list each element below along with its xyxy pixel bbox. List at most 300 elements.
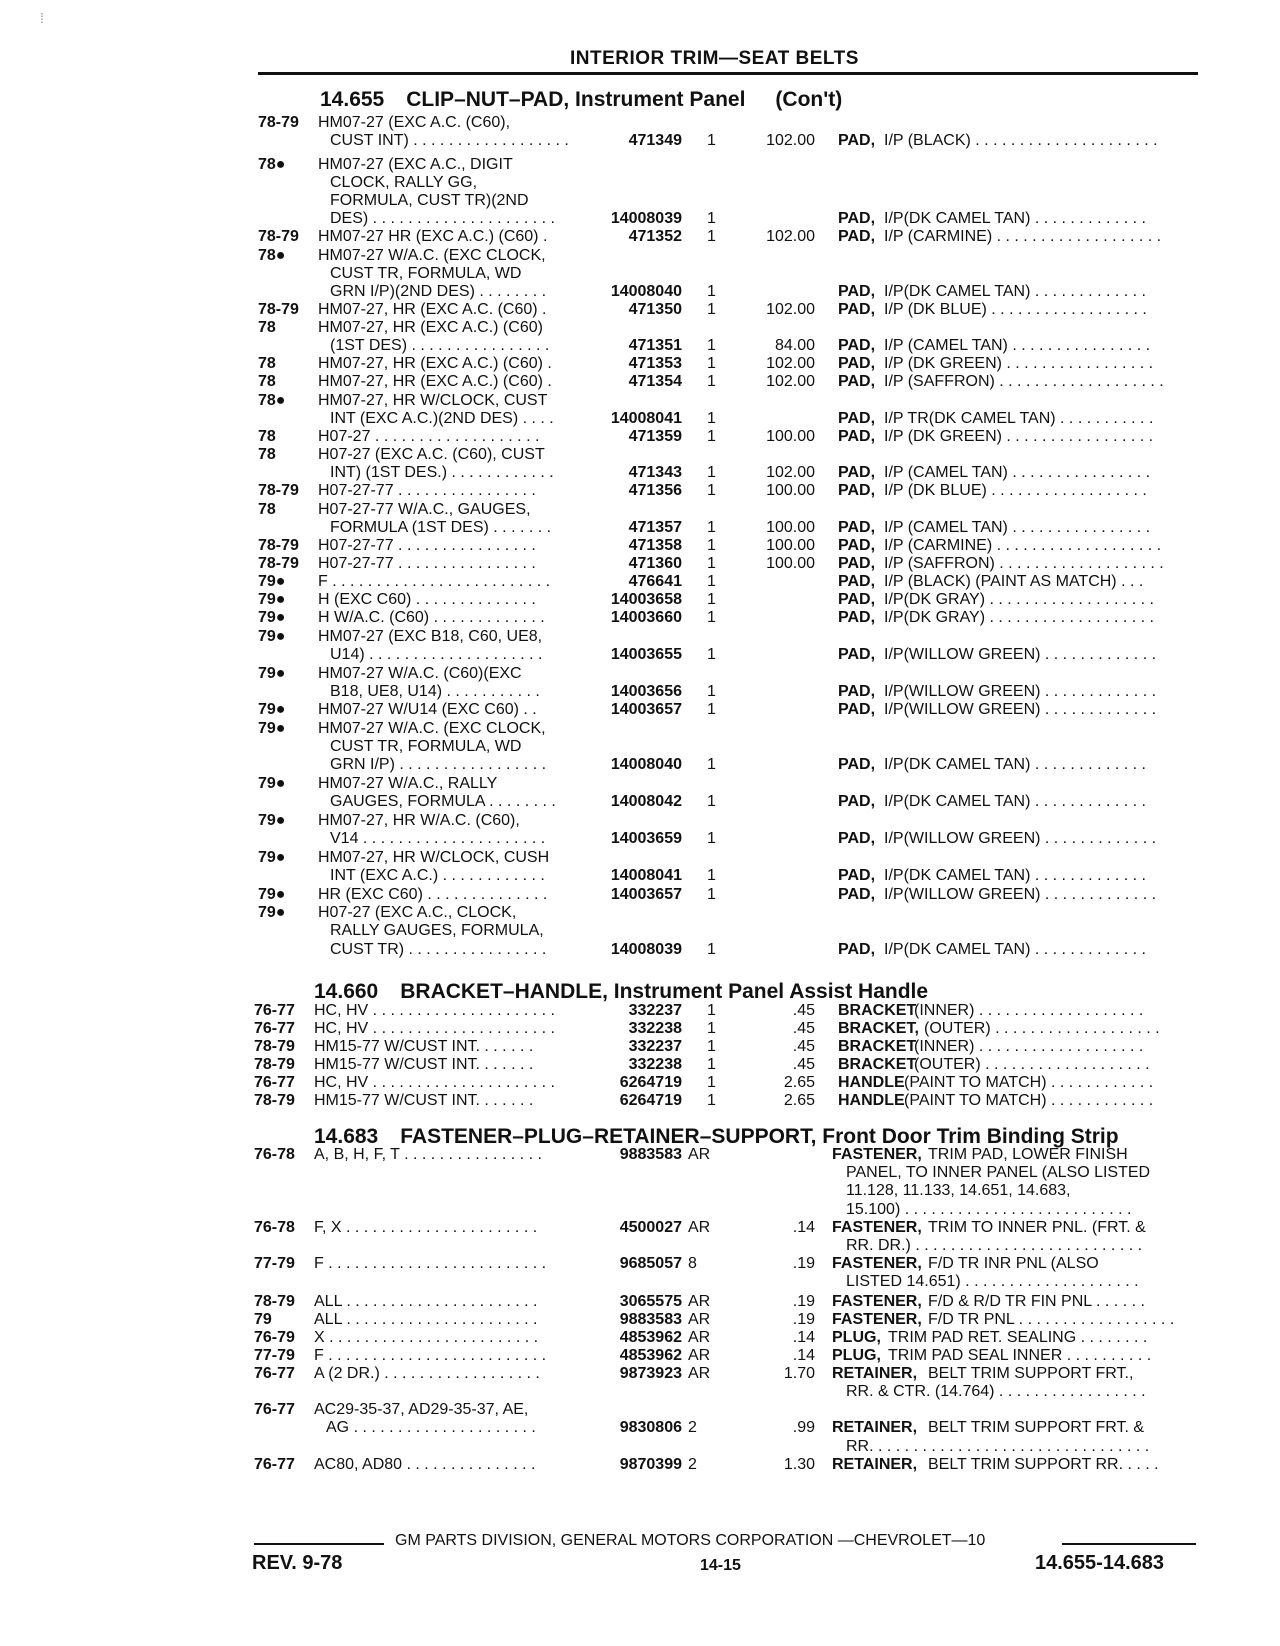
part-name: PAD, bbox=[838, 373, 876, 390]
quantity: 1 bbox=[707, 210, 716, 227]
part-description: I/P (CAMEL TAN) . . . . . . . . . . . . . . . . bbox=[884, 464, 1151, 481]
application: H07-27-77 . . . . . . . . . . . . . . . . bbox=[318, 555, 536, 572]
application: INT) (1ST DES.) . . . . . . . . . . . . bbox=[330, 464, 554, 481]
application: HM07-27 (EXC B18, C60, UE8, bbox=[318, 628, 543, 645]
application: HM07-27, HR W/A.C. (C60), bbox=[318, 812, 520, 829]
footer-rule bbox=[254, 1543, 384, 1545]
model-year: 79● bbox=[258, 628, 286, 645]
quantity: 1 bbox=[707, 591, 716, 608]
part-name: PAD, bbox=[838, 573, 876, 590]
footer-rule bbox=[1062, 1543, 1196, 1545]
quantity: 1 bbox=[707, 1002, 716, 1019]
table-row bbox=[0, 264, 1280, 283]
part-name: PAD, bbox=[838, 428, 876, 445]
table-row bbox=[0, 572, 1280, 591]
model-year: 79● bbox=[258, 849, 286, 866]
part-name: BRACKET, bbox=[838, 1020, 919, 1037]
model-year: 78● bbox=[258, 392, 286, 409]
part-number: 9685057 bbox=[619, 1255, 682, 1272]
model-year: 78-79 bbox=[258, 301, 299, 318]
part-name: RETAINER, bbox=[832, 1456, 918, 1473]
table-row bbox=[0, 427, 1280, 446]
application: HM07-27 HR (EXC A.C.) (C60) . bbox=[318, 228, 548, 245]
part-name: FASTENER, bbox=[832, 1146, 922, 1163]
table-row bbox=[0, 866, 1280, 885]
section-title: CLIP–NUT–PAD, bbox=[406, 88, 570, 111]
application: HM07-27, HR (EXC A.C.) (C60) bbox=[318, 319, 543, 336]
quantity: 1 bbox=[707, 519, 716, 536]
table-row bbox=[0, 1418, 1280, 1437]
table-row bbox=[0, 1254, 1280, 1273]
price: 100.00 bbox=[766, 482, 815, 499]
table-row bbox=[0, 1200, 1280, 1219]
section-number: 14.660 bbox=[314, 980, 379, 1003]
footer-range: 14.655-14.683 bbox=[1035, 1552, 1165, 1574]
part-name: PAD, bbox=[838, 410, 876, 427]
table-row bbox=[0, 1346, 1280, 1365]
application: H07-27-77 . . . . . . . . . . . . . . . . bbox=[318, 537, 536, 554]
quantity: 1 bbox=[707, 867, 716, 884]
application: HM07-27, HR (EXC A.C.) (C60) . bbox=[318, 355, 552, 372]
table-row bbox=[0, 1272, 1280, 1291]
part-description: I/P (SAFFRON) . . . . . . . . . . . . . . . . . . . bbox=[884, 555, 1164, 572]
table-row bbox=[0, 719, 1280, 738]
quantity: 1 bbox=[707, 228, 716, 245]
part-description: PANEL, TO INNER PANEL (ALSO LISTED bbox=[846, 1164, 1151, 1181]
part-name: HANDLE bbox=[838, 1092, 905, 1109]
model-year: 78-79 bbox=[254, 1092, 295, 1109]
section-title: BRACKET–HANDLE, bbox=[400, 980, 608, 1003]
quantity: 1 bbox=[707, 301, 716, 318]
part-name: FASTENER, bbox=[832, 1293, 922, 1310]
price: 102.00 bbox=[766, 373, 815, 390]
application: A (2 DR.) . . . . . . . . . . . . . . . . . . bbox=[314, 1365, 540, 1382]
part-description: I/P (CAMEL TAN) . . . . . . . . . . . . . . . . bbox=[884, 337, 1151, 354]
part-name: PAD, bbox=[838, 701, 876, 718]
part-number: 14003660 bbox=[610, 609, 682, 626]
table-row bbox=[0, 940, 1280, 959]
part-description: TRIM TO INNER PNL. (FRT. & bbox=[928, 1219, 1146, 1236]
table-row bbox=[0, 1073, 1280, 1092]
price: 102.00 bbox=[766, 301, 815, 318]
quantity: 1 bbox=[707, 1038, 716, 1055]
part-name: PAD, bbox=[838, 210, 876, 227]
price: .14 bbox=[792, 1329, 815, 1346]
part-description: 11.128, 11.133, 14.651, 14.683, bbox=[846, 1182, 1071, 1199]
quantity: AR bbox=[688, 1293, 711, 1310]
part-description: BELT TRIM SUPPORT FRT. & bbox=[928, 1419, 1145, 1436]
quantity: 1 bbox=[707, 573, 716, 590]
part-name: PAD, bbox=[838, 683, 876, 700]
table-row bbox=[0, 590, 1280, 609]
model-year: 78-79 bbox=[258, 114, 299, 131]
model-year: 79● bbox=[258, 665, 286, 682]
part-name: PAD, bbox=[838, 337, 876, 354]
part-description: BELT TRIM SUPPORT FRT., bbox=[928, 1365, 1134, 1382]
table-row bbox=[0, 131, 1280, 150]
part-description: F/D TR INR PNL (ALSO bbox=[928, 1255, 1099, 1272]
part-description: I/P(DK CAMEL TAN) . . . . . . . . . . . . . bbox=[884, 283, 1146, 300]
application: F, X . . . . . . . . . . . . . . . . . . . . . . bbox=[314, 1219, 538, 1236]
part-description: I/P (BLACK) (PAINT AS MATCH) . . . bbox=[884, 573, 1144, 590]
application: INT (EXC A.C.)(2ND DES) . . . . bbox=[330, 410, 554, 427]
table-row bbox=[0, 209, 1280, 228]
model-year: 78-79 bbox=[258, 555, 299, 572]
application: GRN I/P)(2ND DES) . . . . . . . . bbox=[330, 283, 547, 300]
application: ALL . . . . . . . . . . . . . . . . . . . . . . bbox=[314, 1293, 538, 1310]
table-row bbox=[0, 1001, 1280, 1020]
quantity: AR bbox=[688, 1329, 711, 1346]
part-description: I/P (DK BLUE) . . . . . . . . . . . . . . . . . . bbox=[884, 301, 1147, 318]
price: .14 bbox=[792, 1219, 815, 1236]
quantity: AR bbox=[688, 1365, 711, 1382]
part-description: 15.100) . . . . . . . . . . . . . . . . . . . . . . . . . . bbox=[846, 1201, 1132, 1218]
table-row bbox=[0, 536, 1280, 555]
price: 84.00 bbox=[774, 337, 815, 354]
part-number: 471352 bbox=[628, 228, 682, 245]
part-description: I/P(WILLOW GREEN) . . . . . . . . . . . . . bbox=[884, 683, 1157, 700]
part-description: I/P(DK CAMEL TAN) . . . . . . . . . . . . . bbox=[884, 793, 1146, 810]
part-number: 9883583 bbox=[619, 1146, 682, 1163]
table-row bbox=[0, 354, 1280, 373]
part-number: 6264719 bbox=[619, 1074, 682, 1091]
application: ALL . . . . . . . . . . . . . . . . . . . . . . bbox=[314, 1311, 538, 1328]
application: FORMULA (1ST DES) . . . . . . . bbox=[330, 519, 552, 536]
part-description: RR. & CTR. (14.764) . . . . . . . . . . . . . . . . . bbox=[846, 1383, 1146, 1400]
part-name: PAD, bbox=[838, 830, 876, 847]
table-row bbox=[0, 372, 1280, 391]
part-number: 9870399 bbox=[619, 1456, 682, 1473]
model-year: 78-79 bbox=[254, 1293, 295, 1310]
table-row bbox=[0, 848, 1280, 867]
quantity: 1 bbox=[707, 683, 716, 700]
application: HM07-27 (EXC A.C., DIGIT bbox=[318, 156, 513, 173]
part-description: I/P(DK GRAY) . . . . . . . . . . . . . . . . . . . bbox=[884, 591, 1154, 608]
model-year: 77-79 bbox=[254, 1255, 295, 1272]
part-number: 471359 bbox=[628, 428, 682, 445]
application: INT (EXC A.C.) . . . . . . . . . . . . bbox=[330, 867, 545, 884]
application: RALLY GAUGES, FORMULA, bbox=[330, 922, 544, 939]
part-name: PAD, bbox=[838, 555, 876, 572]
quantity: 1 bbox=[707, 464, 716, 481]
part-name: PLUG, bbox=[832, 1329, 881, 1346]
quantity: 1 bbox=[707, 428, 716, 445]
application: V14 . . . . . . . . . . . . . . . . . . . . . bbox=[330, 830, 546, 847]
table-row bbox=[0, 155, 1280, 174]
model-year: 79● bbox=[258, 701, 286, 718]
table-row bbox=[0, 774, 1280, 793]
price: .14 bbox=[792, 1347, 815, 1364]
application: HM07-27, HR (EXC A.C. (C60) . bbox=[318, 301, 547, 318]
part-number: 4500027 bbox=[619, 1219, 682, 1236]
part-description: RR. . . . . . . . . . . . . . . . . . . . . . . . . . . . . . . . bbox=[846, 1438, 1150, 1455]
quantity: 1 bbox=[707, 1056, 716, 1073]
model-year: 76-77 bbox=[254, 1401, 295, 1418]
part-description: F/D TR PNL . . . . . . . . . . . . . . . . . . bbox=[928, 1311, 1175, 1328]
table-row bbox=[0, 700, 1280, 719]
part-name: PAD, bbox=[838, 867, 876, 884]
table-row bbox=[0, 300, 1280, 319]
part-description: (INNER) . . . . . . . . . . . . . . . . . . . bbox=[914, 1038, 1144, 1055]
part-number: 471357 bbox=[628, 519, 682, 536]
price: 102.00 bbox=[766, 355, 815, 372]
price: .45 bbox=[792, 1020, 815, 1037]
application: HC, HV . . . . . . . . . . . . . . . . . . . . . bbox=[314, 1020, 555, 1037]
part-description: I/P(DK CAMEL TAN) . . . . . . . . . . . . . bbox=[884, 867, 1146, 884]
application: HM07-27, HR W/CLOCK, CUST bbox=[318, 392, 548, 409]
table-row bbox=[0, 811, 1280, 830]
part-number: 471351 bbox=[628, 337, 682, 354]
part-name: FASTENER, bbox=[832, 1255, 922, 1272]
table-row bbox=[0, 463, 1280, 482]
table-row bbox=[0, 318, 1280, 337]
part-number: 14008041 bbox=[610, 867, 682, 884]
part-description: BELT TRIM SUPPORT RR. . . . . bbox=[928, 1456, 1159, 1473]
application: CLOCK, RALLY GG, bbox=[330, 174, 478, 191]
part-name: PAD, bbox=[838, 609, 876, 626]
part-name: PAD, bbox=[838, 228, 876, 245]
part-number: 332237 bbox=[628, 1038, 682, 1055]
table-row bbox=[0, 1400, 1280, 1419]
part-description: I/P (CAMEL TAN) . . . . . . . . . . . . . . . . bbox=[884, 519, 1151, 536]
part-name: PAD, bbox=[838, 537, 876, 554]
part-number: 471358 bbox=[628, 537, 682, 554]
quantity: 1 bbox=[707, 793, 716, 810]
application: U14) . . . . . . . . . . . . . . . . . . . . bbox=[330, 646, 543, 663]
table-row bbox=[0, 1037, 1280, 1056]
quantity: 8 bbox=[688, 1255, 697, 1272]
quantity: 1 bbox=[707, 1020, 716, 1037]
application: AC29-35-37, AD29-35-37, AE, bbox=[314, 1401, 529, 1418]
application: GAUGES, FORMULA . . . . . . . . bbox=[330, 793, 556, 810]
part-number: 476641 bbox=[628, 573, 682, 590]
table-row bbox=[0, 1019, 1280, 1038]
model-year: 79● bbox=[258, 775, 286, 792]
price: 102.00 bbox=[766, 228, 815, 245]
application: HR (EXC C60) . . . . . . . . . . . . . . bbox=[318, 886, 548, 903]
part-description: TRIM PAD, LOWER FINISH bbox=[928, 1146, 1128, 1163]
model-year: 76-77 bbox=[254, 1020, 295, 1037]
table-row bbox=[0, 445, 1280, 464]
application: HM07-27, HR (EXC A.C.) (C60) . bbox=[318, 373, 552, 390]
part-number: 471350 bbox=[628, 301, 682, 318]
part-number: 14008039 bbox=[610, 210, 682, 227]
model-year: 78-79 bbox=[254, 1038, 295, 1055]
quantity: 1 bbox=[707, 941, 716, 958]
model-year: 79● bbox=[258, 591, 286, 608]
table-row bbox=[0, 755, 1280, 774]
part-name: PAD, bbox=[838, 886, 876, 903]
application: HC, HV . . . . . . . . . . . . . . . . . . . . . bbox=[314, 1074, 555, 1091]
price: 102.00 bbox=[766, 132, 815, 149]
quantity: 1 bbox=[707, 1092, 716, 1109]
table-row bbox=[0, 481, 1280, 500]
quantity: AR bbox=[688, 1311, 711, 1328]
application: H (EXC C60) . . . . . . . . . . . . . . bbox=[318, 591, 536, 608]
section-number: 14.683 bbox=[314, 1125, 379, 1148]
part-description: I/P(WILLOW GREEN) . . . . . . . . . . . . . bbox=[884, 646, 1157, 663]
section-heading bbox=[320, 88, 842, 112]
part-number: 9883583 bbox=[619, 1311, 682, 1328]
quantity: 1 bbox=[707, 756, 716, 773]
part-description: TRIM PAD RET. SEALING . . . . . . . . bbox=[888, 1329, 1148, 1346]
part-description: I/P (SAFFRON) . . . . . . . . . . . . . . . . . . . bbox=[884, 373, 1164, 390]
quantity: 1 bbox=[707, 830, 716, 847]
price: 2.65 bbox=[783, 1092, 815, 1109]
part-name: PAD, bbox=[838, 756, 876, 773]
part-name: PAD, bbox=[838, 132, 876, 149]
model-year: 78 bbox=[258, 446, 276, 463]
quantity: 1 bbox=[707, 410, 716, 427]
part-description: (INNER) . . . . . . . . . . . . . . . . . . . bbox=[914, 1002, 1144, 1019]
part-number: 471360 bbox=[628, 555, 682, 572]
part-number: 471353 bbox=[628, 355, 682, 372]
part-number: 14008042 bbox=[610, 793, 682, 810]
part-description: (OUTER) . . . . . . . . . . . . . . . . . . . bbox=[924, 1020, 1160, 1037]
part-number: 9830806 bbox=[619, 1419, 682, 1436]
part-description: I/P(DK CAMEL TAN) . . . . . . . . . . . . . bbox=[884, 756, 1146, 773]
part-name: PAD, bbox=[838, 355, 876, 372]
application: HM07-27 (EXC A.C. (C60), bbox=[318, 114, 511, 131]
table-row bbox=[0, 1437, 1280, 1456]
table-row bbox=[0, 1310, 1280, 1329]
section-continued: (Con't) bbox=[775, 88, 843, 111]
model-year: 79 bbox=[254, 1311, 272, 1328]
application: HM07-27, HR W/CLOCK, CUSH bbox=[318, 849, 550, 866]
part-name: BRACKET bbox=[838, 1038, 917, 1055]
quantity: 1 bbox=[707, 132, 716, 149]
application: HM07-27 W/U14 (EXC C60) . . bbox=[318, 701, 537, 718]
application: AC80, AD80 . . . . . . . . . . . . . . . bbox=[314, 1456, 536, 1473]
part-description: F/D & R/D TR FIN PNL . . . . . . bbox=[928, 1293, 1145, 1310]
table-row bbox=[0, 1091, 1280, 1110]
table-row bbox=[0, 336, 1280, 355]
application: AG . . . . . . . . . . . . . . . . . . . . . bbox=[326, 1419, 536, 1436]
model-year: 79● bbox=[258, 812, 286, 829]
model-year: 78 bbox=[258, 319, 276, 336]
part-number: 14008041 bbox=[610, 410, 682, 427]
part-description: (PAINT TO MATCH) . . . . . . . . . . . . bbox=[904, 1074, 1154, 1091]
part-name: PAD, bbox=[838, 283, 876, 300]
table-row bbox=[0, 903, 1280, 922]
table-row bbox=[0, 1145, 1280, 1164]
table-row bbox=[0, 246, 1280, 265]
table-row bbox=[0, 1055, 1280, 1074]
part-description: I/P TR(DK CAMEL TAN) . . . . . . . . . . . bbox=[884, 410, 1154, 427]
model-year: 78 bbox=[258, 428, 276, 445]
part-number: 471354 bbox=[628, 373, 682, 390]
part-name: FASTENER, bbox=[832, 1311, 922, 1328]
quantity: 1 bbox=[707, 537, 716, 554]
price: .19 bbox=[792, 1293, 815, 1310]
table-row bbox=[0, 391, 1280, 410]
part-name: BRACKET bbox=[838, 1056, 917, 1073]
application: HM07-27 W/A.C. (EXC CLOCK, bbox=[318, 247, 546, 264]
price: 100.00 bbox=[766, 555, 815, 572]
table-row bbox=[0, 1292, 1280, 1311]
application: F . . . . . . . . . . . . . . . . . . . . . . . . . bbox=[314, 1347, 547, 1364]
quantity: 2 bbox=[688, 1419, 697, 1436]
section-number: 14.655 bbox=[320, 88, 385, 111]
application: CUST INT) . . . . . . . . . . . . . . . . . . bbox=[330, 132, 569, 149]
section-title: FASTENER–PLUG–RETAINER–SUPPORT, bbox=[400, 1125, 817, 1148]
price: .45 bbox=[792, 1038, 815, 1055]
part-name: PAD, bbox=[838, 464, 876, 481]
part-number: 332238 bbox=[628, 1020, 682, 1037]
part-description: RR. DR.) . . . . . . . . . . . . . . . . . . . . . . . . . . bbox=[846, 1237, 1143, 1254]
application: B18, UE8, U14) . . . . . . . . . . . bbox=[330, 683, 540, 700]
table-row bbox=[0, 1328, 1280, 1347]
quantity: AR bbox=[688, 1219, 711, 1236]
table-row bbox=[0, 282, 1280, 301]
application: HM07-27 W/A.C. (EXC CLOCK, bbox=[318, 720, 546, 737]
application: HM07-27 W/A.C. (C60)(EXC bbox=[318, 665, 522, 682]
application: FORMULA, CUST TR)(2ND bbox=[330, 192, 529, 209]
part-name: PAD, bbox=[838, 482, 876, 499]
part-number: 14003656 bbox=[610, 683, 682, 700]
part-number: 4853962 bbox=[619, 1347, 682, 1364]
quantity: 1 bbox=[707, 355, 716, 372]
table-row bbox=[0, 792, 1280, 811]
table-row bbox=[0, 1382, 1280, 1401]
table-row bbox=[0, 1181, 1280, 1200]
model-year: 79● bbox=[258, 886, 286, 903]
model-year: 79● bbox=[258, 609, 286, 626]
section-description: Instrument Panel Assist Handle bbox=[613, 980, 929, 1003]
application: HM15-77 W/CUST INT. . . . . . . bbox=[314, 1056, 534, 1073]
footer-page-number: 14-15 bbox=[700, 1557, 741, 1574]
application: GRN I/P) . . . . . . . . . . . . . . . . . bbox=[330, 756, 547, 773]
part-number: 14008039 bbox=[610, 941, 682, 958]
application: CUST TR) . . . . . . . . . . . . . . . . bbox=[330, 941, 547, 958]
model-year: 76-77 bbox=[254, 1365, 295, 1382]
part-name: RETAINER, bbox=[832, 1419, 918, 1436]
application: F . . . . . . . . . . . . . . . . . . . . . . . . . bbox=[314, 1255, 547, 1272]
price: 1.70 bbox=[783, 1365, 815, 1382]
quantity: 1 bbox=[707, 337, 716, 354]
part-name: RETAINER, bbox=[832, 1365, 918, 1382]
price: .99 bbox=[792, 1419, 815, 1436]
quantity: AR bbox=[688, 1146, 711, 1163]
footer-publisher: GM PARTS DIVISION, GENERAL MOTORS CORPORATION —CHEVROLET—10 bbox=[395, 1532, 986, 1549]
quantity: 1 bbox=[707, 373, 716, 390]
application: HM07-27 W/A.C., RALLY bbox=[318, 775, 498, 792]
model-year: 77-79 bbox=[254, 1347, 295, 1364]
table-row bbox=[0, 682, 1280, 701]
part-number: 14003657 bbox=[610, 886, 682, 903]
price: 100.00 bbox=[766, 428, 815, 445]
application: F . . . . . . . . . . . . . . . . . . . . . . . . . bbox=[318, 573, 551, 590]
part-description: I/P (DK GREEN) . . . . . . . . . . . . . . . . . bbox=[884, 355, 1154, 372]
part-description: I/P (DK BLUE) . . . . . . . . . . . . . . . . . . bbox=[884, 482, 1147, 499]
table-row bbox=[0, 921, 1280, 940]
table-row bbox=[0, 645, 1280, 664]
table-row bbox=[0, 885, 1280, 904]
price: .45 bbox=[792, 1056, 815, 1073]
section-description: Front Door Trim Binding Strip bbox=[822, 1125, 1119, 1148]
model-year: 76-77 bbox=[254, 1074, 295, 1091]
quantity: 1 bbox=[707, 283, 716, 300]
table-row bbox=[0, 1455, 1280, 1474]
model-year: 76-78 bbox=[254, 1146, 295, 1163]
part-description: I/P (CARMINE) . . . . . . . . . . . . . . . . . . . bbox=[884, 228, 1162, 245]
price: 1.30 bbox=[783, 1456, 815, 1473]
part-description: TRIM PAD SEAL INNER . . . . . . . . . . bbox=[888, 1347, 1152, 1364]
header-rule bbox=[258, 72, 1198, 75]
table-row bbox=[0, 1218, 1280, 1237]
part-number: 3065575 bbox=[619, 1293, 682, 1310]
quantity: 1 bbox=[707, 1074, 716, 1091]
